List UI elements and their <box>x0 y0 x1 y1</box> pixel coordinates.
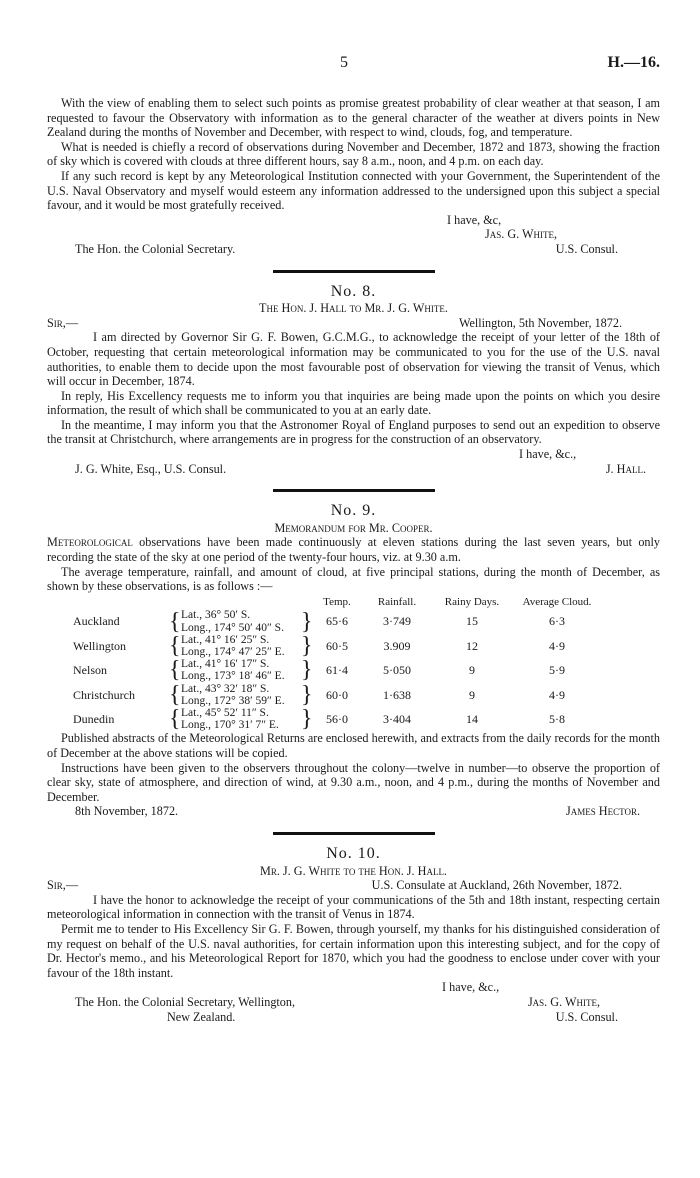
days-cell: 14 <box>466 711 478 726</box>
rain-cell: 3.909 <box>383 638 411 653</box>
addressee-row <box>47 462 660 477</box>
section-divider <box>273 832 435 835</box>
section-subtitle: Memorandum for Mr. Cooper. <box>274 520 433 535</box>
days-cell: 9 <box>469 687 475 702</box>
temp-cell: 60·0 <box>326 687 348 702</box>
addressee-row <box>47 995 660 1010</box>
paragraph <box>47 535 660 564</box>
longitude: Long., 170° 31′ 7″ E. <box>181 719 279 732</box>
section-divider <box>273 270 435 273</box>
addressee-row <box>47 242 660 257</box>
brace-right: } <box>301 681 313 708</box>
column-header: Temp. <box>323 595 351 608</box>
section-title: No. 10. <box>326 845 381 862</box>
closing: I have, &c., <box>442 980 500 995</box>
column-header: Rainy Days. <box>444 595 500 608</box>
rain-cell: 5·050 <box>383 663 411 678</box>
days-cell: 12 <box>466 638 478 653</box>
longitude: Long., 173° 18′ 46″ E. <box>181 670 285 683</box>
table-row <box>47 634 603 658</box>
station-name: Auckland <box>73 614 120 629</box>
table-row <box>47 683 603 707</box>
salutation-row <box>47 316 660 331</box>
place-date: U.S. Consulate at Auckland, 26th November, 1872. <box>371 878 622 893</box>
signature: Jas. G. White, <box>527 994 600 1009</box>
place-date: Wellington, 5th November, 1872. <box>458 315 622 330</box>
cloud-cell: 4·9 <box>549 687 565 702</box>
temp-cell: 61·4 <box>326 663 348 678</box>
brace-right: } <box>301 633 313 660</box>
salutation: Sir,— <box>47 878 79 893</box>
paragraph: With the view of enabling them to select such points as promise greatest probability of clear weather at that season, I am requested to favour the Observatory with information as to the general character of the weather at divers points in New Zealand during the months of November and December, with respect to wind, clouds, fog, and temperature. <box>47 96 660 140</box>
paragraph: Instructions have been given to the observers throughout the colony—twelve in number—to observe the proportion of clear sky, state of atmosphere, and direction of wind, at 9.30 a.m., noon, and 4 p.m., during the months of November and December. <box>47 760 660 804</box>
station-name: Wellington <box>73 638 127 653</box>
station-name: Dunedin <box>73 711 115 726</box>
days-cell: 15 <box>466 614 478 629</box>
paragraph: I am directed by Governor Sir G. F. Bowen, G.C.M.G., to acknowledge the receipt of your letter of the 18th of October, requesting that certain meteorological information may be communicated to you for the use of the U.S. naval authorities, to enable them to decide upon the most favourable post of observation for viewing the transit of Venus, which will occur in December, 1874. <box>47 330 660 389</box>
meteorological-table <box>47 595 603 732</box>
letter-no-10 <box>47 847 660 1024</box>
addressee-row-2 <box>47 1010 660 1025</box>
temp-cell: 60·5 <box>326 638 348 653</box>
signature: Jas. G. White, <box>485 227 558 242</box>
signature-title: U.S. Consul. <box>555 1009 618 1024</box>
section-title: No. 8. <box>330 282 377 300</box>
section-subtitle: Mr. J. G. White to the Hon. J. Hall. <box>260 863 447 878</box>
latitude: Lat., 43° 32′ 18″ S. <box>181 682 270 695</box>
document-reference: H.—16. <box>607 54 660 71</box>
addressee: J. G. White, Esq., U.S. Consul. <box>75 461 227 476</box>
section-title: No. 9. <box>330 502 377 520</box>
table-row <box>47 609 603 633</box>
signature: James Hector. <box>566 804 640 819</box>
paragraph: In reply, His Excellency requests me to inform you that inquiries are being made upon the points on which you desire information, the result of which shall be communicated to you at an early date. <box>47 388 660 418</box>
latitude: Lat., 36° 50′ S. <box>181 609 251 622</box>
column-header: Rainfall. <box>377 595 417 608</box>
memo-date: 8th November, 1872. <box>75 804 179 819</box>
brace-right: } <box>301 657 313 684</box>
signature-title: U.S. Consul. <box>555 241 618 256</box>
date-signature-row <box>47 804 660 819</box>
coordinates <box>181 658 301 682</box>
addressee: The Hon. the Colonial Secretary, Wellington, <box>75 994 296 1009</box>
paragraph: The average temperature, rainfall, and amount of cloud, at five principal stations, during the month of December, as shown by these observations, is as follows :— <box>47 564 660 594</box>
brace-left: { <box>169 657 181 684</box>
brace-left: { <box>169 681 181 708</box>
closing: I have, &c., <box>519 447 577 462</box>
longitude: Long., 174° 50′ 40″ S. <box>181 621 284 634</box>
paragraph: Published abstracts of the Meteorological Returns are enclosed herewith, and extracts from the daily records for the month of December at the above stations will be copied. <box>47 731 660 761</box>
temp-cell: 56·0 <box>326 711 348 726</box>
cloud-cell: 6·3 <box>549 614 565 629</box>
paragraph-text: observations have been made continuously at eleven stations during the last seven years, but only recording the state of the sky at one period of the twenty-four hours, viz. at 9.30 a.m. <box>47 535 661 565</box>
coordinates <box>181 683 301 707</box>
paragraph: What is needed is chiefly a record of observations during November and December, 1872 and 1873, showing the fraction of sky which is covered with clouds at three different hours, say 8 a.m., noon, and 4 p.m. on each day. <box>47 139 660 169</box>
lead-word: Meteorological <box>47 535 133 550</box>
temp-cell: 65·6 <box>326 614 348 629</box>
paragraph: In the meantime, I may inform you that the Astronomer Royal of England purposes to send out an expedition to observe the transit at Christchurch, where arrangements are in progress for the construction of an observatory. <box>47 417 660 447</box>
signature: J. Hall. <box>605 461 646 476</box>
station-name: Nelson <box>73 663 107 678</box>
section-subtitle: The Hon. J. Hall to Mr. J. G. White. <box>259 301 448 316</box>
coordinates <box>181 609 301 633</box>
cloud-cell: 4·9 <box>549 638 565 653</box>
closing: I have, &c, <box>447 212 502 227</box>
longitude: Long., 172° 38′ 59″ E. <box>181 694 285 707</box>
letter-no-8 <box>47 282 660 477</box>
table-row <box>47 707 603 731</box>
paragraph: Permit me to tender to His Excellency Sir G. F. Bowen, through yourself, my thanks for his distinguished consideration of my request on behalf of the U.S. naval authorities, for certain information upon this interesting subject, and for the copy of Dr. Hector's memo., and his Meteorological Report for 1870, which you had the goodness to enclose under cover with your favour of the 18th instant. <box>47 921 660 980</box>
station-name: Christchurch <box>73 687 135 702</box>
page-header <box>0 56 700 76</box>
salutation-row <box>47 878 660 893</box>
section-divider <box>273 489 435 492</box>
latitude: Lat., 41° 16′ 17″ S. <box>181 658 270 671</box>
rain-cell: 3·404 <box>383 711 411 726</box>
page-number: 5 <box>340 54 348 71</box>
rain-cell: 1·638 <box>383 687 411 702</box>
coordinates <box>181 634 301 658</box>
addressee-line-2: New Zealand. <box>167 1009 236 1024</box>
brace-left: { <box>169 706 181 733</box>
coordinates <box>181 707 301 731</box>
longitude: Long., 174° 47′ 25″ E. <box>181 646 285 659</box>
brace-left: { <box>169 633 181 660</box>
paragraph: I have the honor to acknowledge the receipt of your communications of the 5th and 18th instant, respecting certain meteorological information in connection with the transit of Venus in 1874. <box>47 892 660 922</box>
letter-continuation <box>47 96 660 257</box>
rain-cell: 3·749 <box>383 614 411 629</box>
brace-right: } <box>301 608 313 635</box>
latitude: Lat., 41° 16′ 25″ S. <box>181 633 270 646</box>
brace-left: { <box>169 608 181 635</box>
memorandum-no-9 <box>47 504 660 819</box>
days-cell: 9 <box>469 663 475 678</box>
page-body <box>47 96 660 1024</box>
brace-right: } <box>301 706 313 733</box>
column-header: Average Cloud. <box>522 595 592 608</box>
latitude: Lat., 45° 52′ 11″ S. <box>181 707 269 720</box>
paragraph: If any such record is kept by any Meteorological Institution connected with your Government, the Superintendent of the U.S. Naval Observatory and myself would esteem any information addressed to the undersigned upon this subject a special favour, and it would be most gratefully received. <box>47 168 660 213</box>
cloud-cell: 5·9 <box>549 663 565 678</box>
table-row <box>47 658 603 682</box>
addressee: The Hon. the Colonial Secretary. <box>75 241 236 256</box>
table-header-row <box>47 595 603 610</box>
cloud-cell: 5·8 <box>549 711 565 726</box>
salutation: Sir,— <box>47 315 79 330</box>
